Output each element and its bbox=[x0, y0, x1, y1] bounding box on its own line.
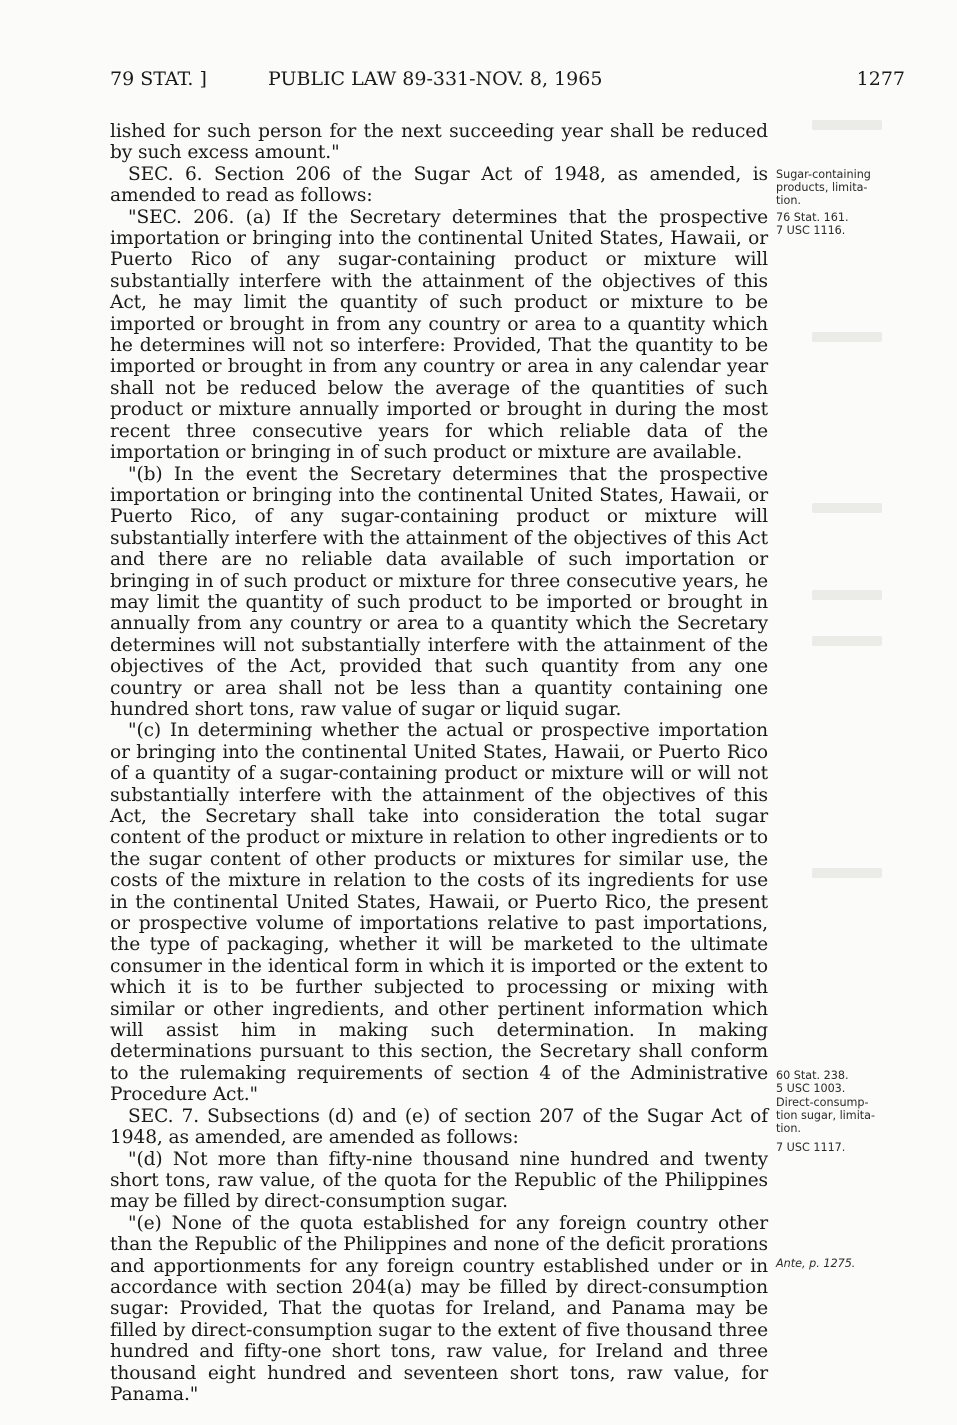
paragraph-sec-206-a: "SEC. 206. (a) If the Secretary determines that the prospective importation or bringing into the continental United States, Hawaii, or Puerto Rico of any sugar-containing product or mixture will substantially interfere with the attainment of the objectives of this Act, he may limit the quantity of such product or mixture to be imported or brought in from any country or area to a quantity which he determines will not so interfere: Provided, That the quantity to be imported or brought in from any country or area in any calendar year shall not be reduced below the average of the quantities of such product or mixture annually imported or brought in during the most recent three consecutive years for which reliable data of the importation or bringing in of such product or mixture are available. bbox=[110, 206, 768, 464]
header-volume: 79 STAT. ] bbox=[110, 68, 207, 90]
bleed-through-mark bbox=[812, 636, 882, 646]
bleed-through-mark bbox=[812, 590, 882, 600]
margin-note-76-stat: 76 Stat. 161. 7 USC 1116. bbox=[776, 211, 849, 237]
paragraph-sec-7: SEC. 7. Subsections (d) and (e) of section 207 of the Sugar Act of 1948, as amended, are amended as follows: bbox=[110, 1105, 768, 1149]
paragraph-sec-207-e: "(e) None of the quota established for any foreign country other than the Republic of the Philippines and none of the deficit prorations and apportionments for any foreign country established under or in accordance with section 204(a) may be filled by direct-consumption sugar: Provided, That the quotas for Ireland, and Panama may be filled by direct-consumption sugar to the extent of five thousand three hundred and fifty-one short tons, raw value, for Ireland and three thousand eight hundred and seventeen short tons, raw value, for Panama." bbox=[110, 1212, 768, 1405]
bleed-through-mark bbox=[812, 120, 882, 130]
margin-note-60-stat: 60 Stat. 238. 5 USC 1003. bbox=[776, 1069, 849, 1095]
statute-body bbox=[110, 121, 768, 1405]
margin-note-sugar-containing: Sugar-containing products, limita- tion. bbox=[776, 168, 871, 207]
paragraph-sec-206-c: "(c) In determining whether the actual or prospective importation or bringing into the continental United States, Hawaii, or Puerto Rico of a quantity of a sugar-containing product or mixture will or will not substantially interfere with the attainment of the objectives of this Act, the Secretary shall take into consideration the total sugar content of the product or mixture in relation to other ingredients or to the sugar content of other products or mixtures for similar use, the costs of the mixture in relation to the costs of its ingredients for use in the continental United States, Hawaii, or Puerto Rico, the present or prospective volume of importations relative to past importations, the type of packaging, whether it will be marketed to the ultimate consumer in the identical form in which it is imported or the extent to which it is to be further subjected to processing or mixing with similar or other ingredients, and other pertinent information which will assist him in making such determination. In making determinations pursuant to this section, the Secretary shall conform to the rulemaking requirements of section 4 of the Administrative Procedure Act." bbox=[110, 720, 768, 1106]
bleed-through-mark bbox=[812, 503, 882, 513]
paragraph-sec-207-d: "(d) Not more than fifty-nine thousand nine hundred and twenty short tons, raw value, of the quota for the Republic of the Philippines may be filled by direct-consumption sugar. bbox=[110, 1148, 768, 1213]
page-header bbox=[110, 68, 905, 98]
margin-note-ante: Ante, p. 1275. bbox=[776, 1257, 856, 1270]
paragraph-sec-6: SEC. 6. Section 206 of the Sugar Act of 1948, as amended, is amended to read as follows: bbox=[110, 163, 768, 207]
margin-note-7-usc-1117: 7 USC 1117. bbox=[776, 1141, 846, 1154]
header-title: PUBLIC LAW 89-331-NOV. 8, 1965 bbox=[268, 68, 603, 90]
paragraph-1: lished for such person for the next succeeding year shall be reduced by such excess amount." bbox=[110, 121, 768, 164]
margin-note-direct-consumption: Direct-consump- tion sugar, limita- tion. bbox=[776, 1096, 876, 1135]
paragraph-sec-206-b: "(b) In the event the Secretary determines that the prospective importation or bringing into the continental United States, Hawaii, or Puerto Rico, of any sugar-containing product or mixture will substantially interfere with the attainment of the objectives of this Act and there are no reliable data available of such importation or bringing in of such product or mixture for three consecutive years, he may limit the quantity of such product to be imported or brought in annually from any country or area to a quantity which the Secretary determines will not substantially interfere with the attainment of the objectives of the Act, provided that such quantity from any one country or area shall not be less than a quantity containing one hundred short tons, raw value of sugar or liquid sugar. bbox=[110, 463, 768, 720]
bleed-through-mark bbox=[812, 332, 882, 342]
bleed-through-mark bbox=[812, 868, 882, 878]
header-page-number: 1277 bbox=[856, 68, 905, 90]
